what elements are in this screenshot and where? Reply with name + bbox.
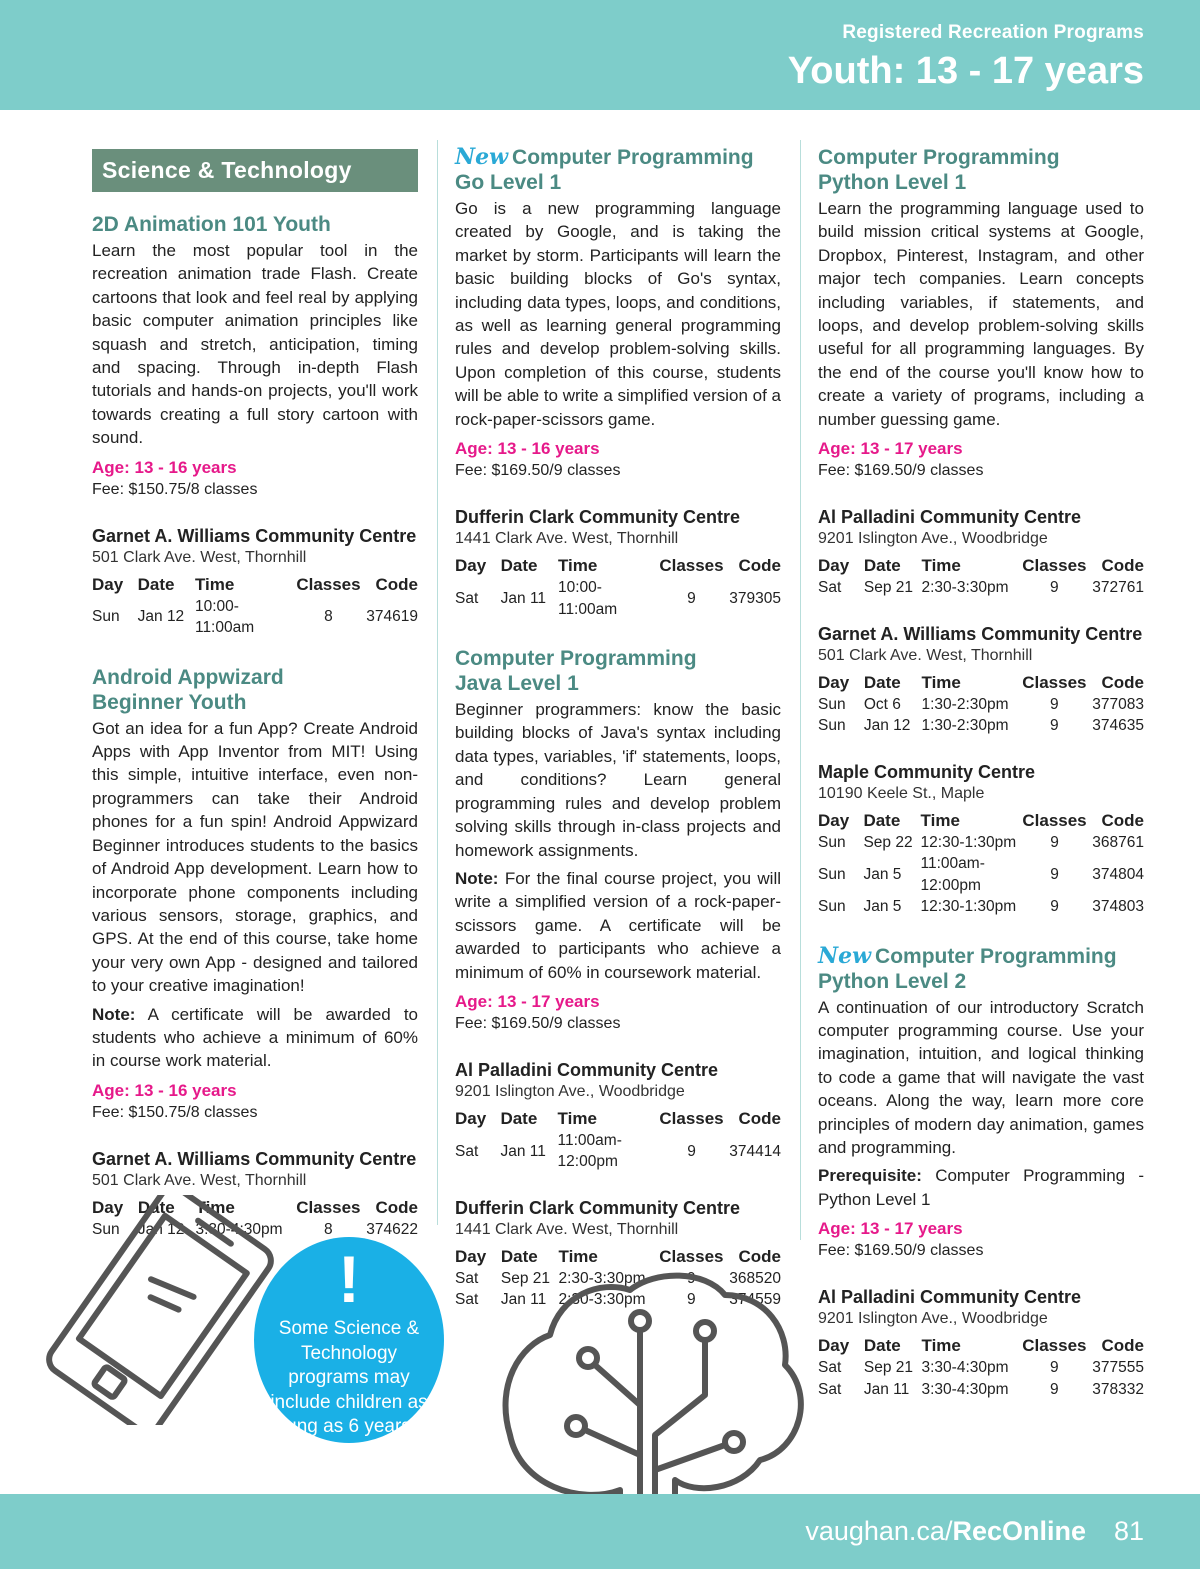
page-number: 81 — [1113, 1516, 1144, 1546]
column-1 — [92, 145, 418, 1240]
cell-classes: 8 — [324, 608, 333, 626]
cell-time: 3:30-4:30pm — [921, 1359, 1009, 1377]
footer-url[interactable] — [805, 1516, 1086, 1547]
note-text: Computer Programming - Python Level 1 — [818, 1166, 1144, 1209]
schedule-table — [455, 555, 781, 620]
header-code: Code — [738, 556, 781, 576]
header-time: Time — [194, 574, 235, 594]
course-2d-animation — [92, 212, 418, 639]
table-row — [455, 1130, 781, 1173]
cell-date: Sep 21 — [500, 1269, 550, 1287]
table-row — [818, 853, 1144, 896]
cell-day: Sun — [92, 1220, 120, 1238]
location-name: Garnet A. Williams Community Centre — [92, 525, 417, 546]
location-address: 1441 Clark Ave. West, Thornhill — [455, 530, 679, 548]
header-date: Date — [137, 574, 175, 594]
cell-day: Sun — [818, 833, 846, 851]
course-fee: Fee: $169.50/9 classes — [818, 462, 984, 480]
table-row — [818, 577, 1144, 599]
header-date: Date — [500, 556, 538, 576]
location-address: 10190 Keele St., Maple — [818, 784, 985, 802]
course-title: Computer Programming Python Level 1 — [818, 146, 1060, 194]
location-name: Dufferin Clark Community Centre — [455, 507, 741, 528]
location-block — [455, 1059, 781, 1173]
course-age: Age: 13 - 16 years — [455, 439, 600, 459]
location-name: Al Palladini Community Centre — [818, 1287, 1082, 1308]
header-date: Date — [137, 1197, 175, 1217]
header-time: Time — [557, 556, 598, 576]
url-prefix: vaughan.ca/ — [805, 1516, 953, 1546]
cell-date: Jan 11 — [500, 1142, 546, 1160]
course-note — [455, 867, 781, 984]
header-date: Date — [500, 1108, 538, 1128]
cell-time: 1:30-2:30pm — [921, 695, 1009, 713]
header-classes: Classes — [1022, 556, 1087, 576]
cell-time: 10:00-11:00am — [194, 597, 255, 637]
header-time: Time — [920, 810, 960, 830]
cell-day: Sat — [455, 1269, 479, 1287]
header-time: Time — [195, 1197, 235, 1217]
header-classes: Classes — [1022, 1336, 1087, 1356]
cell-classes: 9 — [1050, 717, 1059, 735]
schedule-header-row — [455, 1108, 781, 1130]
note-label: Note: — [92, 1004, 136, 1024]
cell-code: 368520 — [729, 1269, 781, 1287]
cell-classes: 9 — [1050, 1359, 1059, 1377]
table-row — [818, 896, 1144, 918]
note-label: Prerequisite: — [818, 1166, 922, 1186]
location-address: 9201 Islington Ave., Woodbridge — [455, 1082, 685, 1100]
header-date: Date — [863, 556, 901, 576]
header-day: Day — [455, 556, 487, 576]
cell-time: 10:00-11:00am — [557, 579, 618, 618]
cell-time: 11:00am-12:00pm — [557, 1131, 622, 1171]
schedule-header-row — [818, 810, 1144, 832]
course-fee: Fee: $169.50/9 classes — [455, 462, 621, 480]
cell-time: 12:30-1:30pm — [920, 833, 1017, 851]
cell-date: Jan 5 — [863, 898, 902, 916]
location-address: 501 Clark Ave. West, Thornhill — [92, 548, 307, 566]
header-date: Date — [863, 1336, 901, 1356]
cell-classes: 9 — [687, 1142, 696, 1160]
cell-code: 374619 — [366, 608, 418, 626]
cell-code: 374622 — [366, 1220, 418, 1238]
cell-classes: 9 — [1050, 695, 1059, 713]
course-age: Age: 13 - 17 years — [455, 991, 600, 1011]
cell-code: 378332 — [1092, 1380, 1144, 1398]
course-python-level-2 — [818, 944, 1144, 1401]
cell-time: 1:30-2:30pm — [921, 717, 1009, 735]
location-block — [818, 1286, 1144, 1400]
header-day: Day — [818, 1336, 850, 1356]
location-name: Garnet A. Williams Community Centre — [92, 1148, 417, 1169]
header-code: Code — [738, 1108, 781, 1128]
table-row — [818, 1379, 1144, 1401]
note-text: A certificate will be awarded to students who achieve a minimum of 60% in course work material. — [92, 1004, 418, 1071]
schedule-table — [818, 1335, 1144, 1400]
header-code: Code — [1101, 672, 1144, 692]
location-address: 1441 Clark Ave. West, Thornhill — [455, 1220, 679, 1238]
note-label: Note: — [455, 868, 499, 888]
cell-code: 372761 — [1092, 579, 1144, 597]
course-age: Age: 13 - 16 years — [92, 1080, 237, 1100]
column-divider — [437, 140, 438, 1225]
table-row — [455, 577, 781, 620]
note-text: For the final course project, you will write a simplified version of a rock-paper-scissors game. A certificate will be awarded to participants who achieve a minimum of 60% in coursework material. — [455, 868, 781, 982]
cell-date: Jan 11 — [863, 1380, 910, 1398]
location-address: 9201 Islington Ave., Woodbridge — [818, 530, 1048, 548]
location-address: 9201 Islington Ave., Woodbridge — [818, 1310, 1048, 1328]
header-subtitle: Registered Recreation Programs — [842, 22, 1144, 43]
location-block — [818, 506, 1144, 599]
cell-date: Jan 11 — [500, 1291, 547, 1309]
cell-time: 2:30-3:30pm — [558, 1291, 646, 1309]
table-row — [818, 1357, 1144, 1379]
url-bold: RecOnline — [952, 1516, 1086, 1546]
schedule-table — [818, 555, 1144, 599]
cell-classes: 9 — [1050, 1380, 1059, 1398]
header-date: Date — [863, 672, 901, 692]
header-day: Day — [818, 810, 850, 830]
cell-classes: 9 — [1050, 865, 1059, 883]
cell-day: Sun — [818, 717, 846, 735]
header-classes: Classes — [296, 574, 361, 594]
cell-classes: 9 — [687, 1291, 696, 1309]
cell-code: 377555 — [1092, 1359, 1144, 1377]
header-time: Time — [921, 672, 961, 692]
cell-date: Sep 21 — [863, 1359, 913, 1377]
location-block — [818, 761, 1144, 918]
cell-code: 374414 — [729, 1142, 781, 1160]
cell-time: 3:30-4:30pm — [195, 1220, 283, 1238]
header-day: Day — [455, 1246, 487, 1266]
footer-band — [0, 1494, 1200, 1569]
header-time: Time — [921, 556, 961, 576]
info-callout — [254, 1237, 444, 1462]
cell-date: Sep 21 — [863, 579, 913, 597]
header-time: Time — [557, 1108, 597, 1128]
exclamation-icon: ! — [338, 1242, 360, 1316]
cell-code: 377083 — [1092, 695, 1144, 713]
column-divider — [800, 140, 801, 1240]
course-description: A continuation of our introductory Scratch computer programming course. Use your imagination, intuition, and logical thinking to code a game that will navigate the vast oceans. Along the way, learn more core principles of modern day animation, games and programming. — [818, 997, 1144, 1157]
header-code: Code — [375, 1197, 418, 1217]
cell-day: Sat — [455, 1142, 479, 1160]
course-android-appwizard — [92, 665, 418, 1241]
callout-text: Some Science & Technology programs may include children as young as 6 years of age. — [266, 1318, 432, 1462]
course-age: Age: 13 - 17 years — [818, 439, 963, 459]
location-name: Garnet A. Williams Community Centre — [818, 623, 1143, 644]
course-prerequisite — [818, 1164, 1144, 1211]
header-code: Code — [1101, 810, 1144, 830]
schedule-table — [455, 1108, 781, 1173]
header-classes: Classes — [296, 1197, 361, 1217]
cell-day: Sun — [818, 898, 846, 916]
course-description: Go is a new programming language created by Google, and is taking the market by storm. Participants will learn the basic building blocks of Go's syntax, including data types, loops, and conditions, as well as learning general programming rules and develop problem-solving skills. Upon completion of this course, students will be able to write a simplified version of a rock-paper-scissors game. — [455, 199, 781, 429]
cell-code: 374804 — [1092, 865, 1144, 883]
section-heading: Science & Technology — [92, 149, 418, 192]
header-code: Code — [1101, 556, 1144, 576]
header-classes: Classes — [1022, 672, 1087, 692]
cell-day: Sat — [455, 589, 479, 607]
schedule-table — [92, 574, 418, 639]
table-row — [818, 715, 1144, 737]
cell-classes: 9 — [1050, 833, 1059, 851]
location-block — [455, 506, 781, 620]
cell-date: Jan 12 — [863, 717, 911, 735]
header-time: Time — [558, 1246, 598, 1266]
cell-time: 2:30-3:30pm — [558, 1269, 646, 1287]
schedule-header-row — [818, 1335, 1144, 1357]
course-title: Android Appwizard Beginner Youth — [92, 665, 284, 714]
cell-time: 3:30-4:30pm — [921, 1380, 1009, 1398]
course-java-level-1 — [455, 646, 781, 1311]
smartphone-icon — [40, 1195, 280, 1425]
column-2 — [455, 145, 781, 1311]
header-classes: Classes — [1022, 810, 1087, 830]
location-name: Maple Community Centre — [818, 761, 1036, 782]
course-title — [818, 944, 1144, 994]
cell-date: Jan 5 — [863, 865, 902, 883]
page-title: Youth: 13 - 17 years — [787, 50, 1144, 92]
header-day: Day — [818, 556, 850, 576]
course-title: 2D Animation 101 Youth — [92, 213, 331, 236]
header-time: Time — [921, 1336, 961, 1356]
cell-day: Sun — [92, 608, 120, 626]
course-age: Age: 13 - 17 years — [818, 1219, 963, 1239]
table-row — [818, 832, 1144, 854]
cell-day: Sun — [818, 865, 846, 883]
cell-day: Sat — [818, 1359, 842, 1377]
cell-day: Sat — [455, 1291, 479, 1309]
header-code: Code — [738, 1246, 781, 1266]
location-address: 501 Clark Ave. West, Thornhill — [92, 1171, 307, 1189]
schedule-table — [818, 672, 1144, 737]
schedule-header-row — [92, 574, 418, 596]
schedule-table — [818, 810, 1144, 918]
header-code: Code — [375, 574, 418, 594]
course-fee: Fee: $150.75/8 classes — [92, 480, 258, 498]
cell-code: 374803 — [1092, 898, 1144, 916]
course-go-level-1 — [455, 145, 781, 620]
cell-day: Sat — [818, 579, 842, 597]
course-description: Learn the most popular tool in the recreation animation trade Flash. Create cartoons that look and feel real by applying basic computer animation principles like squash and stretch, anticipation, timing and spacing. Through in-depth Flash tutorials and hands-on projects, you'll work towards creating a full story cartoon with sound. — [92, 241, 418, 448]
column-3 — [818, 145, 1144, 1400]
cell-classes: 9 — [1050, 898, 1059, 916]
location-address: 501 Clark Ave. West, Thornhill — [818, 646, 1033, 664]
cell-day: Sun — [818, 695, 846, 713]
location-name: Al Palladini Community Centre — [455, 1059, 719, 1080]
header-classes: Classes — [659, 1108, 724, 1128]
header-date: Date — [500, 1246, 538, 1266]
location-block — [92, 525, 418, 639]
course-note — [92, 1003, 418, 1073]
cell-date: Jan 12 — [137, 608, 185, 626]
schedule-header-row — [818, 555, 1144, 577]
header-day: Day — [92, 574, 124, 594]
schedule-header-row — [455, 555, 781, 577]
course-fee: Fee: $169.50/9 classes — [455, 1014, 621, 1032]
schedule-header-row — [818, 672, 1144, 694]
course-description: Learn the programming language used to build mission critical systems at Google, Dropbox, Pinterest, Instagram, and other major tech companies. Learn concepts including variables, if statements, and loops, and develop problem-solving skills useful for all programming languages. By the end of the course you'll know how to create a variety of programs, including a number guessing game. — [818, 199, 1144, 429]
cell-code: 368761 — [1092, 833, 1144, 851]
header-day: Day — [455, 1108, 487, 1128]
course-python-level-1 — [818, 145, 1144, 918]
cell-time: 11:00am-12:00pm — [920, 855, 985, 894]
course-title — [455, 145, 781, 195]
header-classes: Classes — [659, 556, 724, 576]
location-block — [818, 623, 1144, 737]
header-date: Date — [863, 810, 901, 830]
cell-classes: 9 — [687, 589, 696, 607]
location-name: Al Palladini Community Centre — [818, 507, 1082, 528]
course-fee: Fee: $169.50/9 classes — [818, 1242, 984, 1260]
location-name: Dufferin Clark Community Centre — [455, 1197, 741, 1218]
table-row — [92, 596, 418, 639]
cell-day: Sat — [818, 1380, 842, 1398]
course-title: Computer Programming Java Level 1 — [455, 647, 697, 696]
course-description: Beginner programmers: know the basic building blocks of Java's syntax including data types, variables, 'if' statements, loops, and conditions? Learn general programming rules and develop problem solving skills through in-class projects and homework assignments. — [455, 700, 781, 860]
course-fee: Fee: $150.75/8 classes — [92, 1103, 258, 1121]
cell-date: Jan 12 — [137, 1220, 185, 1238]
table-row — [818, 694, 1144, 716]
cell-date: Jan 11 — [500, 589, 547, 607]
new-badge: New — [818, 942, 872, 969]
header-day: Day — [818, 672, 850, 692]
cell-date: Oct 6 — [863, 695, 901, 713]
cell-time: 12:30-1:30pm — [920, 898, 1017, 916]
cell-code: 374559 — [729, 1291, 781, 1309]
cell-classes: 9 — [687, 1269, 696, 1287]
cell-code: 374635 — [1092, 717, 1144, 735]
cell-time: 2:30-3:30pm — [921, 579, 1009, 597]
course-title-text: Computer Programming Go Level 1 — [455, 146, 754, 194]
course-description: Got an idea for a fun App? Create Android Apps with App Inventor from MIT! Using this simple, intuitive interface, even non-programmers can take their Android phones for a fun spin! Android Appwizard Beginner introduces students to the basics of Android App development. Learn how to incorporate phone components including various sensors, storage, graphics, and GPS. At the end of this course, take home your very own App - designed and tailored to your creative imagination! — [92, 718, 418, 996]
header-code: Code — [1101, 1336, 1144, 1356]
header-day: Day — [92, 1197, 124, 1217]
new-badge: New — [455, 144, 509, 170]
cell-classes: 9 — [1050, 579, 1059, 597]
cell-classes: 8 — [324, 1220, 333, 1238]
cell-date: Sep 22 — [863, 833, 913, 851]
header-band — [0, 0, 1200, 110]
header-classes: Classes — [659, 1246, 724, 1266]
course-title-text: Computer Programming Python Level 2 — [818, 944, 1117, 993]
cell-code: 379305 — [729, 589, 781, 607]
course-age: Age: 13 - 16 years — [92, 457, 237, 477]
